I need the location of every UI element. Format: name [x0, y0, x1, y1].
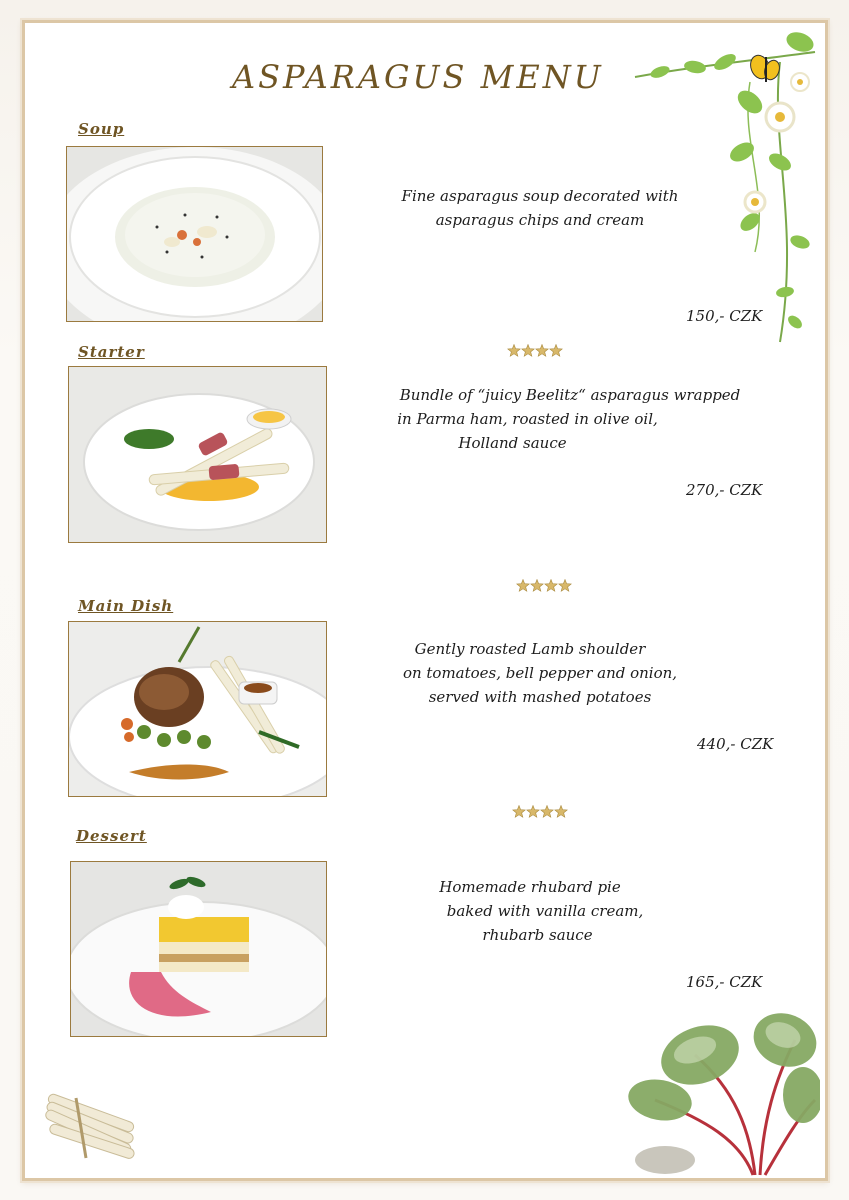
- soup-image: [67, 147, 322, 321]
- star-icon: [550, 345, 562, 357]
- star-icon: [545, 580, 557, 592]
- soup-photo: [66, 146, 323, 322]
- dessert-description: Homemade rhubard pie baked with vanilla cream, rhubarb sauce: [439, 878, 644, 944]
- star-icon: [527, 806, 539, 818]
- starter-description: Bundle of “juicy Beelitz“ asparagus wrapped in Parma ham, roasted in olive oil, Holland sauce: [397, 386, 741, 452]
- star-icon: [522, 345, 534, 357]
- star-icon: [536, 345, 548, 357]
- section-title-main-dish: Main Dish: [78, 597, 174, 615]
- rhubarb-plant-decoration: [625, 1000, 820, 1178]
- star-icon: [517, 580, 529, 592]
- main-dish-photo: [68, 621, 327, 797]
- main-dish-price: 440,- CZK: [697, 735, 774, 753]
- dessert-price: 165,- CZK: [686, 973, 763, 991]
- asparagus-bundle-decoration: [36, 1088, 146, 1168]
- star-icon: [513, 806, 525, 818]
- stars-separator: [507, 344, 567, 358]
- stars-separator: [512, 805, 572, 819]
- star-icon: [541, 806, 553, 818]
- main-dish-image: [69, 622, 326, 796]
- section-title-dessert: Dessert: [76, 827, 147, 845]
- section-title-starter: Starter: [78, 343, 145, 361]
- star-icon: [559, 580, 571, 592]
- star-icon: [555, 806, 567, 818]
- menu-title: ASPARAGUS MENU: [232, 58, 604, 96]
- starter-price: 270,- CZK: [686, 481, 763, 499]
- soup-price: 150,- CZK: [686, 307, 763, 325]
- star-icon: [508, 345, 520, 357]
- dessert-photo: [70, 861, 327, 1037]
- section-title-soup: Soup: [78, 120, 125, 138]
- soup-description: Fine asparagus soup decorated with asparagus chips and cream: [401, 187, 679, 229]
- main-dish-description: Gently roasted Lamb shoulder on tomatoes, bell pepper and onion, served with mashed potatoes: [402, 640, 678, 706]
- stars-separator: [516, 579, 576, 593]
- dessert-image: [71, 862, 326, 1036]
- star-icon: [531, 580, 543, 592]
